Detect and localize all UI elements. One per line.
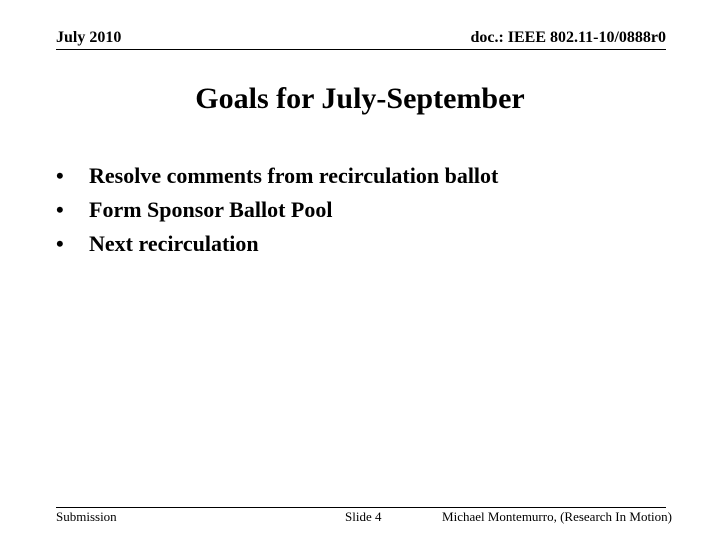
- bullet-icon: •: [56, 197, 64, 222]
- footer-divider: [56, 507, 666, 508]
- bullet-icon: •: [56, 231, 64, 256]
- bullet-text: Next recirculation: [89, 231, 259, 256]
- bullet-item: [56, 162, 498, 196]
- footer-slide-number: Slide 4: [345, 509, 382, 524]
- header-date: July 2010: [56, 29, 122, 46]
- bullet-item: [56, 196, 498, 230]
- bullet-text: Form Sponsor Ballot Pool: [89, 197, 333, 222]
- footer-author: Michael Montemurro, (Research In Motion): [442, 509, 672, 524]
- bullet-text: Resolve comments from recirculation ballot: [89, 163, 499, 188]
- header-divider: [56, 49, 666, 50]
- slide-title: Goals for July-September: [195, 82, 525, 115]
- bullet-item: [56, 230, 498, 264]
- bullet-list: [56, 162, 498, 264]
- header-doc-id: doc.: IEEE 802.11-10/0888r0: [470, 29, 666, 46]
- bullet-icon: •: [56, 163, 64, 188]
- footer-submission: Submission: [56, 509, 117, 524]
